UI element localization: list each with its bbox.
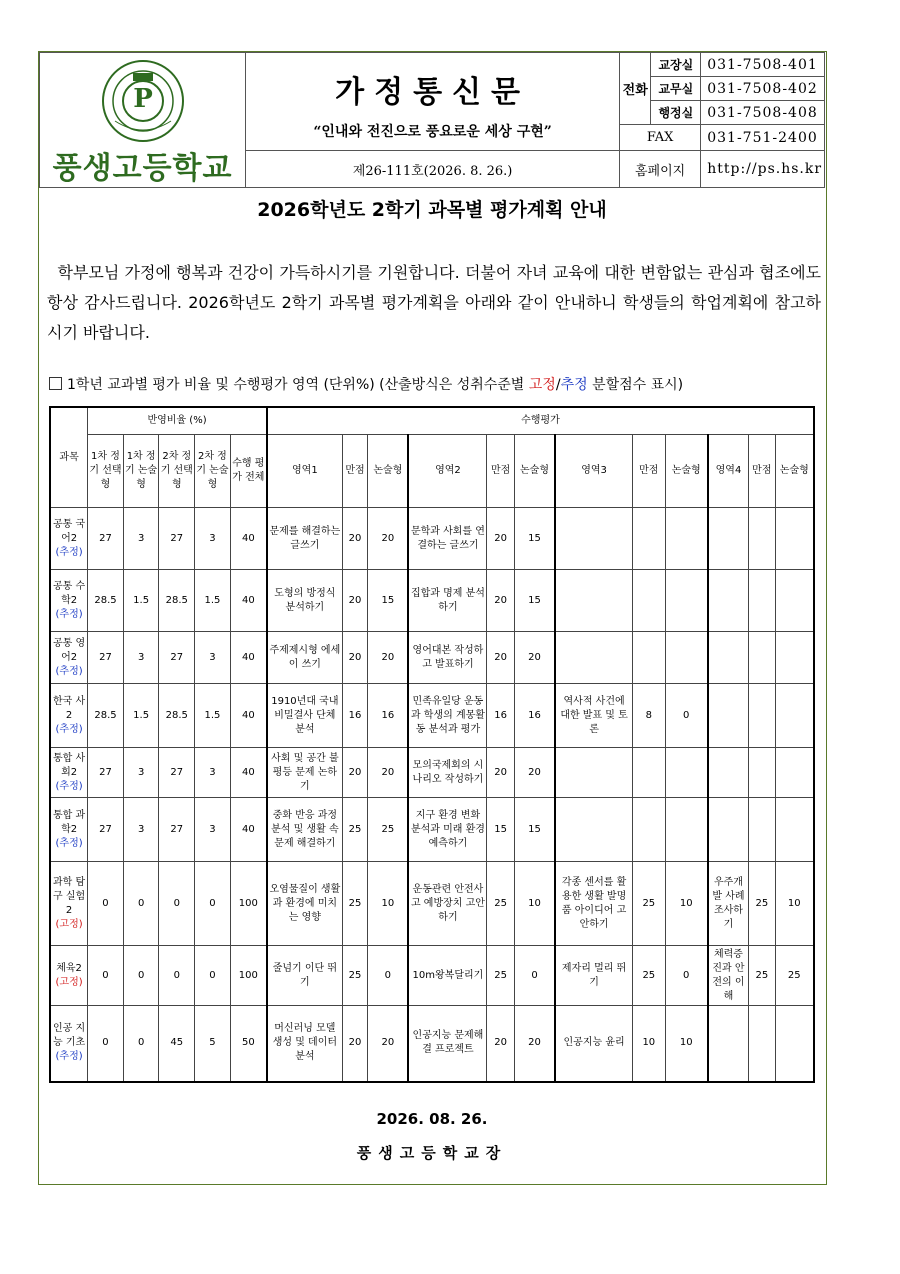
area-cell: 지구 환경 변화 분석과 미래 환경 예측하기 (408, 798, 486, 862)
area-header: 영역1 (267, 435, 342, 508)
full-score-header: 만점 (749, 435, 775, 508)
essay-score-cell: 10 (665, 862, 708, 946)
essay-header: 논술형 (514, 435, 555, 508)
ratio-cell: 0 (159, 946, 195, 1006)
subject-name: 한국 사2 (53, 695, 86, 721)
ratio-cell: 0 (123, 862, 159, 946)
ratio-cell: 0 (123, 946, 159, 1006)
subject-name: 과학 탐구 실험2 (53, 876, 86, 916)
area-header: 영역2 (408, 435, 486, 508)
contact-number: 031-7508-408 (701, 101, 825, 125)
table-row (50, 508, 814, 570)
essay-score-cell: 20 (514, 748, 555, 798)
full-score-cell: 20 (342, 508, 367, 570)
ratio-cell: 0 (88, 862, 124, 946)
ratio-cell: 50 (230, 1006, 267, 1082)
full-score-cell (633, 570, 666, 632)
area-cell: 역사적 사건에 대한 발표 및 토론 (555, 684, 632, 748)
essay-score-cell (665, 632, 708, 684)
full-score-cell: 20 (487, 508, 514, 570)
subject-cell (50, 946, 88, 1006)
full-score-cell: 16 (487, 684, 514, 748)
ratio-cell: 5 (195, 1006, 231, 1082)
fax-number: 031-751-2400 (701, 125, 825, 151)
essay-score-cell: 16 (514, 684, 555, 748)
full-score-header: 만점 (342, 435, 367, 508)
area-cell (555, 508, 632, 570)
subject-cell (50, 748, 88, 798)
table-row (50, 862, 814, 946)
scoring-mode: (추정) (55, 546, 83, 558)
area-cell: 인공지능 문제해결 프로젝트 (408, 1006, 486, 1082)
ratio-cell: 0 (88, 946, 124, 1006)
table-row (50, 748, 814, 798)
area-cell: 사회 및 공간 불평등 문제 논하기 (267, 748, 342, 798)
ratio-cell: 28.5 (88, 684, 124, 748)
subject-name: 공통 국어2 (53, 518, 86, 544)
area-cell: 문제를 해결하는 글쓰기 (267, 508, 342, 570)
ratio-cell: 100 (230, 946, 267, 1006)
ratio-cell: 40 (230, 632, 267, 684)
homepage-label: 홈페이지 (619, 151, 700, 188)
area-cell (555, 748, 632, 798)
caption-slash: / (555, 377, 561, 393)
full-score-cell (633, 798, 666, 862)
scoring-mode: (추정) (55, 780, 83, 792)
full-score-cell: 20 (342, 632, 367, 684)
issue-date: 2026. 08. 26. (376, 1110, 488, 1128)
title-cell (246, 53, 620, 151)
ratio-cell: 3 (195, 632, 231, 684)
subject-name: 인공 지능 기초 (53, 1023, 86, 1049)
full-score-cell: 15 (487, 798, 514, 862)
evaluation-table (49, 406, 815, 1083)
subject-cell (50, 684, 88, 748)
ratio-cell: 28.5 (88, 570, 124, 632)
essay-score-cell: 15 (514, 508, 555, 570)
ratio-cell: 1.5 (195, 684, 231, 748)
full-score-cell: 20 (487, 570, 514, 632)
full-score-cell: 20 (342, 570, 367, 632)
essay-score-cell (775, 570, 814, 632)
area-cell: 각종 센서를 활용한 생활 발명품 아이디어 고안하기 (555, 862, 632, 946)
table-row (50, 570, 814, 632)
full-score-cell: 20 (487, 1006, 514, 1082)
full-score-cell (633, 632, 666, 684)
essay-score-cell: 20 (368, 632, 409, 684)
essay-score-cell: 10 (775, 862, 814, 946)
ratio-cell: 3 (195, 798, 231, 862)
area-cell (708, 632, 749, 684)
essay-score-cell: 15 (514, 570, 555, 632)
ratio-cell: 27 (159, 508, 195, 570)
area-cell: 10m왕복달리기 (408, 946, 486, 1006)
essay-score-cell (665, 748, 708, 798)
subject-cell (50, 798, 88, 862)
caption-prefix: 1학년 교과별 평가 비율 및 수행평가 영역 (단위%) (산출방식은 성취수준별 (67, 377, 529, 393)
area-cell (555, 570, 632, 632)
full-score-cell: 25 (487, 946, 514, 1006)
area-cell: 모의국제회의 시나리오 작성하기 (408, 748, 486, 798)
area-cell: 주제제시형 에세이 쓰기 (267, 632, 342, 684)
caption-suffix: 분할점수 표시) (587, 377, 684, 393)
ratio-cell: 3 (195, 508, 231, 570)
area-header: 영역4 (708, 435, 749, 508)
subject-name: 공통 수학2 (53, 580, 86, 606)
essay-score-cell (775, 798, 814, 862)
caption-estimate: 추정 (560, 377, 588, 393)
ratio-cell: 40 (230, 798, 267, 862)
emblem-letter: P (132, 84, 153, 114)
essay-score-cell (775, 748, 814, 798)
contact-label: 행정실 (651, 101, 701, 125)
newsletter-frame (38, 51, 827, 1185)
area-cell: 제자리 멀리 뛰기 (555, 946, 632, 1006)
essay-score-cell: 20 (368, 748, 409, 798)
area-cell (555, 798, 632, 862)
ratio-cell: 27 (88, 798, 124, 862)
full-score-cell: 20 (342, 748, 367, 798)
area-cell: 운동관련 안전사고 예방장치 고안하기 (408, 862, 486, 946)
table-row (50, 798, 814, 862)
area-cell (708, 570, 749, 632)
essay-score-cell: 15 (368, 570, 409, 632)
ratio-cell: 28.5 (159, 570, 195, 632)
ratio-cell: 0 (88, 1006, 124, 1082)
full-score-header: 만점 (633, 435, 666, 508)
essay-score-cell: 20 (368, 508, 409, 570)
essay-score-cell: 25 (368, 798, 409, 862)
ratio-cell: 3 (123, 508, 159, 570)
contact-label: 교무실 (651, 77, 701, 101)
subject-name: 체육2 (56, 962, 82, 974)
full-score-cell: 25 (749, 862, 775, 946)
school-name: 풍생고등학교 (52, 151, 233, 186)
essay-score-cell: 10 (368, 862, 409, 946)
ratio-cell: 27 (88, 508, 124, 570)
full-score-cell: 25 (487, 862, 514, 946)
ratio-cell: 1.5 (123, 684, 159, 748)
subject-cell (50, 508, 88, 570)
essay-score-cell: 0 (514, 946, 555, 1006)
ratio-cell: 40 (230, 570, 267, 632)
area-header: 영역3 (555, 435, 632, 508)
ratio-cell: 3 (123, 632, 159, 684)
full-score-cell: 10 (633, 1006, 666, 1082)
caption-fixed: 고정 (528, 377, 556, 393)
logo-cell (40, 53, 246, 188)
ratio-cell: 28.5 (159, 684, 195, 748)
table-row (50, 1006, 814, 1082)
essay-score-cell (775, 684, 814, 748)
intro-text: 학부모님 가정에 행복과 건강이 가득하시기를 기원합니다. 더불어 자녀 교육에 대한 변함없는 관심과 협조에도 항상 감사드립니다. 2026학년도 2학기 과목별 평가계획을 아래와 같이 안내하니 학생들의 학업계획에 참고하시기 바랍니다. (47, 263, 821, 342)
full-score-cell: 25 (342, 946, 367, 1006)
full-score-cell (749, 570, 775, 632)
full-score-cell: 25 (633, 946, 666, 1006)
ratio-cell: 1.5 (123, 570, 159, 632)
table-row (50, 684, 814, 748)
scoring-mode: (추정) (55, 665, 83, 677)
full-score-cell (633, 748, 666, 798)
full-score-cell: 8 (633, 684, 666, 748)
essay-score-cell (665, 798, 708, 862)
essay-score-cell (775, 1006, 814, 1082)
newsletter-title: 가정통신문 (335, 74, 531, 110)
contact-number: 031-7508-401 (701, 53, 825, 77)
ratio-cell: 0 (159, 862, 195, 946)
ratio-cell: 27 (159, 798, 195, 862)
subject-name: 통합 사회2 (53, 752, 86, 778)
essay-score-cell: 0 (368, 946, 409, 1006)
ratio-cell: 0 (123, 1006, 159, 1082)
performance-group-header: 수행평가 (267, 407, 814, 435)
ratio-cell: 40 (230, 748, 267, 798)
area-cell (708, 1006, 749, 1082)
area-cell: 우주개발 사례 조사하기 (708, 862, 749, 946)
full-score-cell (749, 684, 775, 748)
area-cell: 문학과 사회를 연결하는 글쓰기 (408, 508, 486, 570)
essay-score-cell: 10 (665, 1006, 708, 1082)
essay-score-cell: 10 (514, 862, 555, 946)
essay-score-cell: 20 (368, 1006, 409, 1082)
area-cell: 체력증진과 안전의 이해 (708, 946, 749, 1006)
essay-score-cell (665, 508, 708, 570)
ratio-cell: 3 (123, 748, 159, 798)
essay-header: 논술형 (665, 435, 708, 508)
phone-label: 전화 (619, 53, 650, 125)
ratio-group-header: 반영비율 (%) (88, 407, 267, 435)
essay-score-cell: 0 (665, 684, 708, 748)
area-cell: 영어대본 작성하고 발표하기 (408, 632, 486, 684)
table-row (50, 632, 814, 684)
school-motto: “인내와 전진으로 풍요로운 세상 구현” (313, 123, 552, 140)
full-score-cell: 20 (487, 632, 514, 684)
issue-number: 제26-111호(2026. 8. 26.) (246, 151, 620, 188)
header-table (39, 52, 825, 188)
area-cell: 머신러닝 모델 생성 및 데이터 분석 (267, 1006, 342, 1082)
essay-score-cell (775, 632, 814, 684)
area-cell (708, 684, 749, 748)
area-cell: 인공지능 윤리 (555, 1006, 632, 1082)
ratio-cell: 27 (159, 632, 195, 684)
essay-header: 논술형 (368, 435, 409, 508)
subject-name: 공통 영어2 (53, 637, 86, 663)
essay-score-cell: 20 (514, 632, 555, 684)
scoring-mode: (추정) (55, 723, 83, 735)
essay-score-cell: 16 (368, 684, 409, 748)
essay-header: 논술형 (775, 435, 814, 508)
full-score-header: 만점 (487, 435, 514, 508)
full-score-cell (749, 1006, 775, 1082)
subject-cell (50, 632, 88, 684)
ratio-col-header: 1차 정기 선택형 (88, 435, 124, 508)
ratio-cell: 40 (230, 684, 267, 748)
area-cell (708, 748, 749, 798)
main-title: 2026학년도 2학기 과목별 평가계획 안내 (257, 199, 607, 221)
table-row (50, 946, 814, 1006)
ratio-cell: 40 (230, 508, 267, 570)
essay-score-cell (665, 570, 708, 632)
area-cell (708, 798, 749, 862)
ratio-cell: 27 (88, 748, 124, 798)
area-cell: 줄넘기 이단 뛰기 (267, 946, 342, 1006)
scoring-mode: (고정) (55, 918, 83, 930)
essay-score-cell (775, 508, 814, 570)
ratio-col-header: 2차 정기 논술형 (195, 435, 231, 508)
school-emblem-icon (101, 59, 185, 143)
fax-label: FAX (619, 125, 700, 151)
subject-header: 과목 (50, 407, 88, 508)
full-score-cell: 25 (342, 798, 367, 862)
full-score-cell (749, 798, 775, 862)
checkbox-square-icon (49, 377, 62, 390)
area-cell: 오염물질이 생활과 환경에 미치는 영향 (267, 862, 342, 946)
ratio-cell: 27 (88, 632, 124, 684)
full-score-cell: 25 (633, 862, 666, 946)
subject-cell (50, 1006, 88, 1082)
ratio-col-header: 1차 정기 논술형 (123, 435, 159, 508)
subject-cell (50, 570, 88, 632)
ratio-cell: 0 (195, 946, 231, 1006)
scoring-mode: (고정) (55, 976, 83, 988)
full-score-cell: 20 (487, 748, 514, 798)
ratio-col-header: 2차 정기 선택형 (159, 435, 195, 508)
essay-score-cell: 0 (665, 946, 708, 1006)
scoring-mode: (추정) (55, 1051, 83, 1063)
area-cell: 집합과 명제 분석하기 (408, 570, 486, 632)
subject-cell (50, 862, 88, 946)
principal-signature: 풍생고등학교장 (356, 1144, 508, 1162)
scoring-mode: (추정) (55, 837, 83, 849)
full-score-cell (633, 508, 666, 570)
full-score-cell (749, 748, 775, 798)
ratio-cell: 27 (159, 748, 195, 798)
full-score-cell (749, 508, 775, 570)
intro-paragraph (47, 258, 821, 348)
contact-label: 교장실 (651, 53, 701, 77)
ratio-cell: 1.5 (195, 570, 231, 632)
essay-score-cell: 15 (514, 798, 555, 862)
full-score-cell: 20 (342, 1006, 367, 1082)
ratio-cell: 3 (195, 748, 231, 798)
essay-score-cell: 25 (775, 946, 814, 1006)
ratio-cell: 100 (230, 862, 267, 946)
ratio-cell: 3 (123, 798, 159, 862)
scoring-mode: (추정) (55, 608, 83, 620)
ratio-col-header: 수행 평가 전체 (230, 435, 267, 508)
area-cell: 중화 반응 과정 분석 및 생활 속 문제 해결하기 (267, 798, 342, 862)
homepage-link[interactable]: http://ps.hs.kr (701, 151, 825, 188)
contact-number: 031-7508-402 (701, 77, 825, 101)
table-caption (49, 374, 829, 394)
full-score-cell: 16 (342, 684, 367, 748)
area-cell (555, 632, 632, 684)
area-cell: 민족유일당 운동과 학생의 계몽활동 분석과 평가 (408, 684, 486, 748)
area-cell: 1910년대 국내 비밀결사 단체 분석 (267, 684, 342, 748)
full-score-cell (749, 632, 775, 684)
area-cell: 도형의 방정식 분석하기 (267, 570, 342, 632)
ratio-cell: 45 (159, 1006, 195, 1082)
full-score-cell: 25 (342, 862, 367, 946)
subject-name: 통합 과학2 (53, 809, 86, 835)
full-score-cell: 25 (749, 946, 775, 1006)
area-cell (708, 508, 749, 570)
ratio-cell: 0 (195, 862, 231, 946)
essay-score-cell: 20 (514, 1006, 555, 1082)
